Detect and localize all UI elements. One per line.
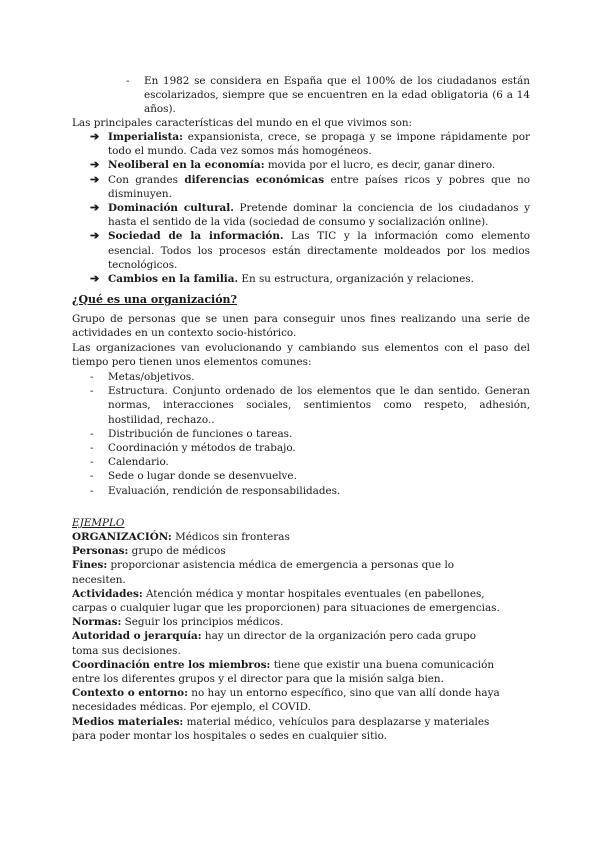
list-item: - Evaluación, rendición de responsabilidades. (90, 484, 341, 497)
dash-bullet: - (90, 470, 94, 483)
dash-bullet: - (90, 371, 94, 383)
dash-bullet: - (126, 75, 130, 87)
characteristic-item: ➔ Dominación cultural. Pretende dominar la conciencia de los ciudadanos y hasta el sentido de la vida (sociedad de consumo y socialización online). (90, 201, 530, 229)
intro-bullet-text: En 1982 se considera en España que el 100% de los ciudadanos están escolarizados, siempre que se encuentren en la edad obligatoria (6 a 14 años). (144, 75, 530, 116)
example-row: Medios materiales: material médico, vehículos para desplazarse y materiales para poder montar los hospitales o sedes en cualquier sitio. (72, 715, 490, 742)
example-row: Actividades: Atención médica y montar hospitales eventuales (en pabellones, carpas o cualquier lugar que les proporcionen) para situaciones de emergencias. (72, 587, 500, 615)
characteristics-list (90, 130, 530, 286)
example-row: Personas: grupo de médicos (72, 545, 226, 558)
list-item: - Estructura. Conjunto ordenado de los elementos que le dan sentido. Generan normas, interacciones sociales, sentimientos como respeto, adhesión, hostilidad, rechazo.. (90, 385, 530, 426)
arrow-bullet-icon: ➔ (90, 229, 100, 243)
example-block (72, 530, 504, 743)
dash-bullet: - (90, 442, 94, 455)
dash-bullet: - (90, 456, 94, 469)
list-item: - Distribución de funciones o tareas. (90, 427, 293, 440)
characteristic-item: ➔ Imperialista: expansionista, crece, se propaga y se impone rápidamente por todo el mundo. Cada vez somos más homogéneos. (90, 130, 530, 158)
example-row: Contexto o entorno: no hay un entorno específico, sino que van allí donde haya necesidades médicas. Por ejemplo, el COVID. (72, 687, 500, 714)
arrow-bullet-icon: ➔ (90, 172, 100, 186)
arrow-bullet-icon: ➔ (90, 158, 100, 172)
example-row: Coordinación entre los miembros: tiene que existir una buena comunicación entre los diferentes grupos y el director para que la misión salga bien. (72, 658, 495, 686)
list-item: - Sede o lugar donde se desenvuelve. (90, 470, 297, 483)
dash-bullet: - (90, 427, 94, 440)
characteristics-intro: Las principales características del mundo en el que vivimos son: (72, 117, 413, 129)
example-row: Autoridad o jerarquía: hay un director de la organización pero cada grupo toma sus decisiones. (72, 630, 477, 657)
arrow-bullet-icon: ➔ (90, 201, 100, 215)
arrow-bullet-icon: ➔ (90, 130, 100, 143)
intro-bullet (126, 74, 530, 117)
characteristic-item: ➔ Sociedad de la información. Las TIC y la información como elemento esencial. Todos los procesos están directamente moldeados por los medios tecnológicos. (90, 229, 530, 271)
list-item: - Coordinación y métodos de trabajo. (90, 442, 296, 455)
characteristic-item: ➔ Neoliberal en la economía: movida por el lucro, es decir, ganar dinero. (90, 158, 496, 172)
section-heading: ¿Qué es una organización? (72, 293, 237, 306)
arrow-bullet-icon: ➔ (90, 272, 100, 286)
elements-list (90, 370, 530, 498)
organization-definition: Grupo de personas que se unen para conseguir unos fines realizando una serie de actividades en un contexto socio-histórico. (72, 313, 530, 340)
dash-bullet: - (90, 484, 94, 497)
example-row: Normas: Seguir los principios médicos. (72, 616, 284, 629)
list-item: - Calendario. (90, 456, 169, 469)
dash-bullet: - (90, 385, 94, 398)
example-label: EJEMPLO (72, 517, 125, 529)
characteristic-item: ➔ Cambios en la familia. En su estructura, organización y relaciones. (90, 272, 474, 286)
list-item: - Metas/objetivos. (90, 371, 195, 383)
example-row: Fines: proporcionar asistencia médica de emergencia a personas que lo necesiten. (72, 559, 455, 586)
characteristic-item: ➔ Con grandes diferencias económicas entre países ricos y pobres que no disminuyen. (90, 172, 530, 200)
example-row: ORGANIZACIÓN: Médicos sin fronteras (72, 531, 290, 543)
organization-evolution: Las organizaciones van evolucionando y cambiando sus elementos con el paso del tiempo pero tienen unos elementos comunes: (72, 342, 530, 369)
